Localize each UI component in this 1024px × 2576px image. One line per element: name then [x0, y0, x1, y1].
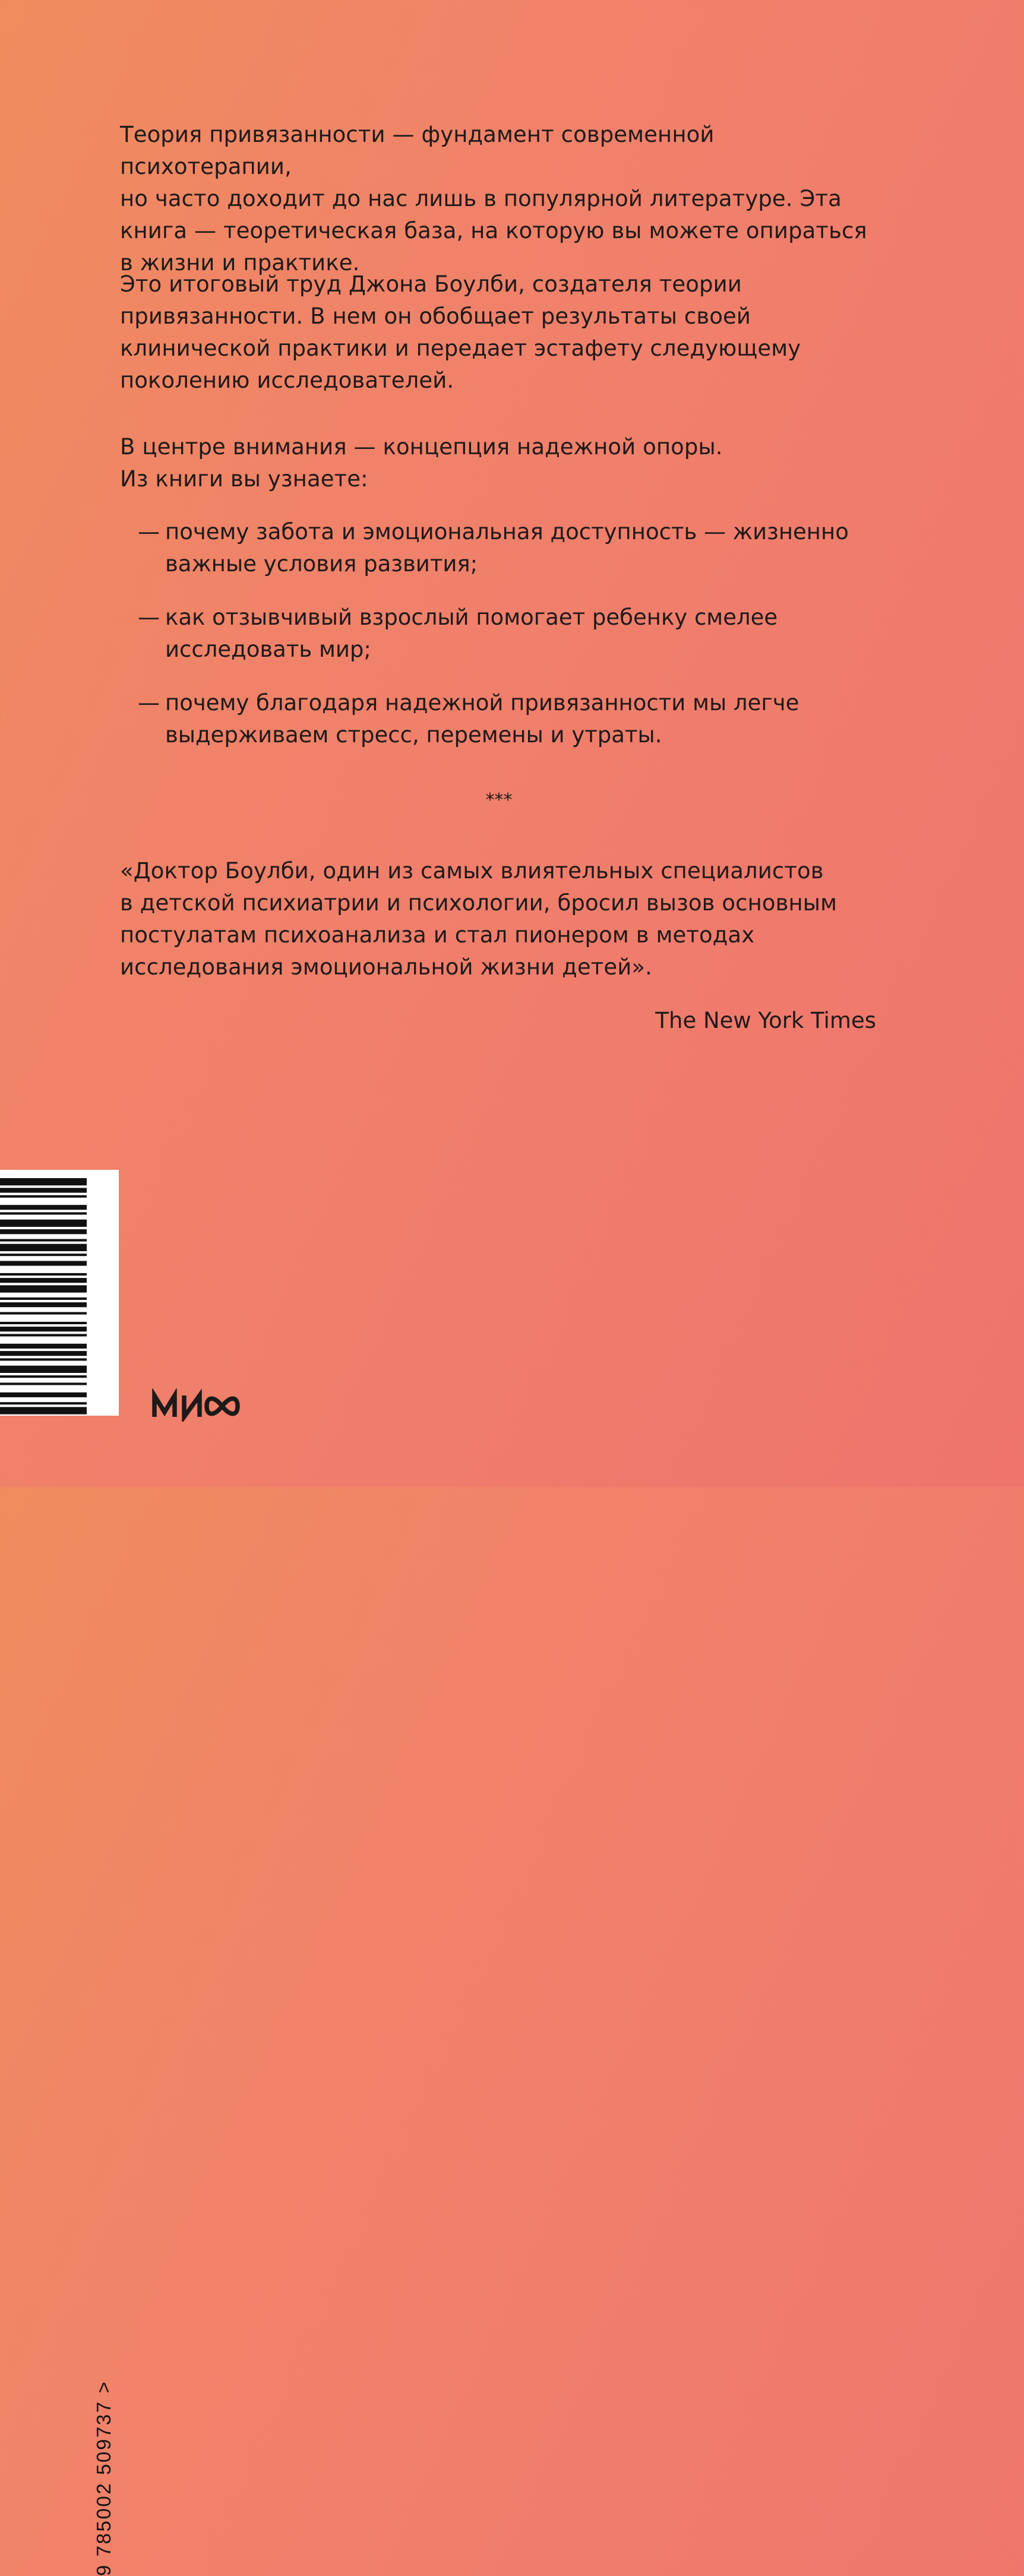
bullet-dash: — — [138, 519, 160, 545]
barcode-bar — [0, 1220, 87, 1227]
text-line: Теория привязанности — фундамент современной психотерапии, — [120, 122, 715, 179]
text-line: привязанности. В нем он обобщает результаты своей — [120, 303, 751, 329]
text-line: исследования эмоциональной жизни детей». — [120, 954, 652, 980]
author-paragraph — [120, 268, 892, 397]
section-separator: *** — [485, 790, 513, 811]
barcode-bar — [0, 1195, 87, 1198]
barcode-bar — [0, 1254, 87, 1256]
barcode-bar — [0, 1278, 87, 1283]
focus-paragraph — [120, 431, 892, 495]
text-line: клинической практики и передает эстафету следующему — [120, 336, 801, 361]
list-item — [138, 602, 910, 666]
barcode-bar — [0, 1312, 87, 1315]
list-item — [138, 687, 910, 751]
text-line: почему забота и эмоциональная доступность — жизненно — [165, 519, 849, 545]
text-line: исследовать мир; — [165, 637, 371, 662]
barcode-bar — [0, 1358, 87, 1360]
bullet-dash: — — [138, 605, 160, 630]
text-line: важные условия развития; — [165, 551, 478, 577]
text-line: поколению исследователей. — [120, 368, 454, 393]
text-line: как отзывчивый взрослый помогает ребенку смелее — [165, 605, 778, 630]
barcode-bar — [0, 1407, 87, 1414]
text-line: Это итоговый труд Джона Боулби, создателя теории — [120, 271, 742, 297]
text-line: постулатам психоанализа и стал пионером в методах — [120, 922, 755, 948]
barcode-bar — [0, 1273, 87, 1276]
barcode-bar — [0, 1351, 87, 1356]
barcode-bar — [0, 1229, 87, 1234]
text-line: в детской психиатрии и психологии, бросил вызов основным — [120, 890, 837, 916]
barcode-bar — [0, 1244, 87, 1251]
text-line: В центре внимания — концепция надежной опоры. — [120, 434, 723, 460]
barcode-bar — [0, 1334, 87, 1336]
barcode-bar — [0, 1402, 87, 1404]
text-line: почему благодаря надежной привязанности мы легче — [165, 690, 799, 716]
barcode-bar — [0, 1366, 87, 1373]
barcode-bar — [0, 1344, 87, 1349]
barcode-bar — [0, 1298, 87, 1300]
barcode-bar — [0, 1302, 87, 1307]
publisher-logo-icon — [152, 1388, 247, 1422]
text-line: «Доктор Боулби, один из самых влиятельных специалистов — [120, 858, 824, 884]
isbn-digits: 9 785002 509737 > — [93, 2380, 115, 2576]
barcode-bar — [0, 1327, 87, 1331]
barcode-icon — [0, 1170, 119, 1416]
barcode — [0, 1170, 119, 2576]
bullet-dash: — — [138, 690, 160, 716]
barcode-bar — [0, 1375, 87, 1378]
barcode-bar — [0, 1393, 87, 1397]
barcode-bar — [0, 1188, 87, 1192]
text-line: книга — теоретическая база, на которую вы можете опираться — [120, 218, 867, 243]
barcode-bar — [0, 1212, 87, 1214]
barcode-bar — [0, 1382, 87, 1385]
barcode-bar — [0, 1322, 87, 1324]
quote-source: The New York Times — [655, 1008, 876, 1033]
text-line: но часто доходит до нас лишь в популярной литературе. Эта — [120, 186, 842, 211]
list-item — [138, 516, 910, 580]
text-line: выдерживаем стресс, перемены и утраты. — [165, 722, 662, 748]
bullet-list — [138, 516, 910, 773]
barcode-bar — [0, 1205, 87, 1210]
intro-paragraph — [120, 119, 892, 279]
barcode-bar — [0, 1178, 87, 1185]
press-quote — [120, 855, 892, 983]
barcode-bar — [0, 1261, 87, 1265]
text-line: Из книги вы узнаете: — [120, 466, 368, 492]
barcode-bar — [0, 1239, 87, 1242]
text-line: в жизни и практике. — [120, 250, 360, 276]
barcode-bar — [0, 1285, 87, 1292]
